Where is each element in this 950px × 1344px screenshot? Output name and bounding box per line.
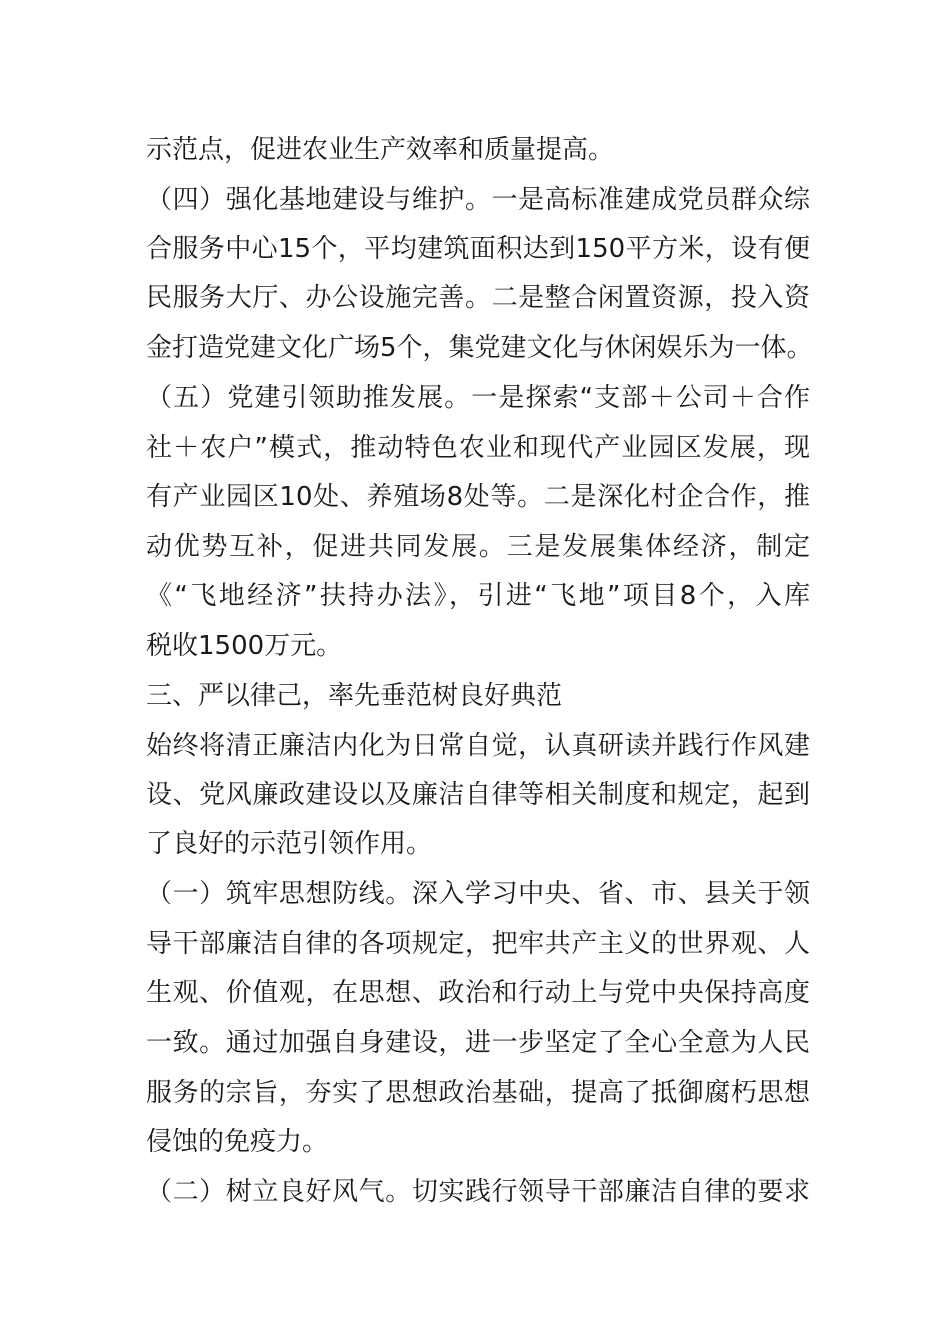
text-line: 生观、价值观，在思想、政治和行动上与党中央保持高度 [146, 978, 810, 1008]
text-line: 服务的宗旨，夯实了思想政治基础，提高了抵御腐朽思想 [146, 1078, 810, 1108]
text-line: 一致。通过加强自身建设，进一步坚定了全心全意为人民 [146, 1028, 810, 1058]
text-line: 侵蚀的免疫力。 [146, 1127, 329, 1157]
text-line: 设、党风廉政建设以及廉洁自律等相关制度和规定，起到 [146, 780, 810, 810]
text-line: （四）强化基地建设与维护。一是高标准建成党员群众综 [146, 185, 810, 215]
text-line: 示范点，促进农业生产效率和质量提高。 [146, 135, 615, 165]
text-line: 有产业园区10处、养殖场8处等。二是深化村企合作，推 [146, 482, 810, 512]
text-line: 《“飞地经济”扶持办法》，引进“飞地”项目8个，入库 [146, 581, 810, 611]
text-line: 动优势互补，促进共同发展。三是发展集体经济，制定 [146, 532, 810, 562]
text-line: 税收1500万元。 [146, 631, 343, 661]
text-line: 导干部廉洁自律的各项规定，把牢共产主义的世界观、人 [146, 929, 810, 959]
text-line: 民服务大厅、办公设施完善。二是整合闲置资源，投入资 [146, 283, 810, 313]
text-line: （一）筑牢思想防线。深入学习中央、省、市、县关于领 [146, 879, 810, 909]
text-line: 金打造党建文化广场5个，集党建文化与休闲娱乐为一体。 [146, 333, 813, 363]
section-heading: 三、严以律己，率先垂范树良好典范 [146, 681, 563, 711]
text-line: 社＋农户”模式，推动特色农业和现代产业园区发展，现 [146, 433, 810, 463]
text-line: （二）树立良好风气。切实践行领导干部廉洁自律的要求 [146, 1177, 810, 1207]
text-line: 了良好的示范引领作用。 [146, 829, 433, 859]
text-line: 始终将清正廉洁内化为日常自觉，认真研读并践行作风建 [146, 731, 810, 761]
text-line: 合服务中心15个，平均建筑面积达到150平方米，设有便 [146, 234, 810, 264]
text-line: （五）党建引领助推发展。一是探索“支部＋公司＋合作 [146, 383, 810, 413]
